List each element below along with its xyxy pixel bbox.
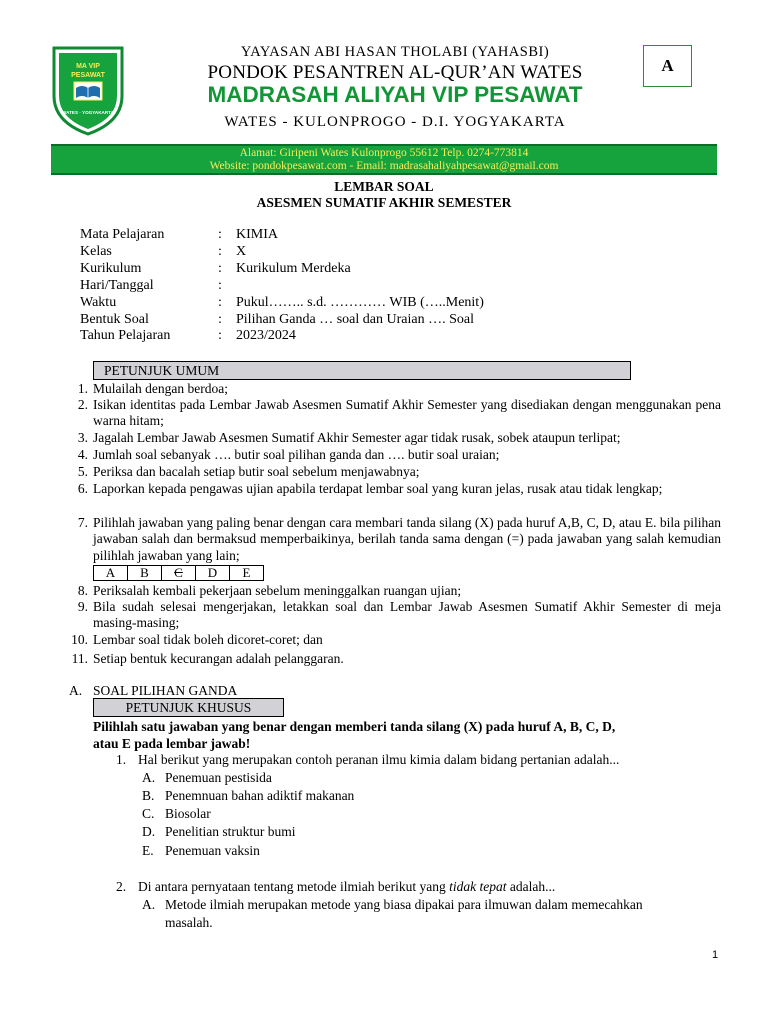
specific-instructions-heading: PETUNJUK KHUSUS [93, 698, 284, 717]
option-letter: D. [142, 824, 156, 839]
question-text-end: adalah... [506, 879, 556, 894]
identity-label: Hari/Tanggal [80, 278, 154, 293]
identity-colon: : [218, 295, 222, 310]
letterhead-pesantren: PONDOK PESANTREN AL-QUR’AN WATES [207, 62, 583, 83]
identity-label: Kurikulum [80, 261, 142, 276]
option-text: Penelitian struktur bumi [165, 824, 296, 839]
identity-value: 2023/2024 [236, 328, 296, 343]
identity-colon: : [218, 244, 222, 259]
list-item-number: 7. [77, 515, 88, 530]
identity-label: Tahun Pelajaran [80, 328, 171, 343]
list-item-text: Pilihlah jawaban yang paling benar dengan cara membari tanda silang (X) pada huruf A,B, C, D, atau E. bila pilihan jawaban salah dan bermaksud memperbaikinya, berilah tanda sama dengan (=) pada jawaban yang salah kemudian pilihlah jawaban yang lain; [93, 515, 721, 563]
question-text-start: Di antara pernyataan tentang metode ilmiah berikut yang [138, 879, 450, 894]
list-item-text: Jumlah soal sebanyak …. butir soal pilihan ganda dan …. butir soal uraian; [93, 447, 500, 462]
identity-value: Kurikulum Merdeka [236, 261, 351, 276]
list-item-text: Laporkan kepada pengawas ujian apabila terdapat lembar soal yang kuran jelas, rusak atau tidak lengkap; [93, 481, 663, 496]
list-item-number: 4. [77, 447, 88, 462]
identity-label: Waktu [80, 295, 117, 310]
answer-option [142, 824, 542, 840]
option-text-line1: Metode ilmiah merupakan metode yang biasa dipakai para ilmuwan dalam memecahkan [165, 897, 643, 912]
section-a-letter: A. [69, 683, 83, 698]
list-item-text: Periksa dan bacalah setiap butir soal sebelum menjawabnya; [93, 464, 420, 479]
general-instructions-heading: PETUNJUK UMUM [93, 361, 631, 380]
logo-bottom-text: WATES · YOGYAKARTA [62, 110, 114, 115]
question-text: Hal berikut yang merupakan contoh peranan ilmu kimia dalam bidang pertanian adalah... [138, 752, 620, 767]
address-bar [51, 144, 717, 175]
list-item-text: Mulailah dengan berdoa; [93, 381, 228, 396]
identity-value: X [236, 244, 247, 259]
logo-mid-text: PESAWAT [71, 72, 105, 79]
list-item-number: 8. [77, 583, 88, 598]
list-item-number: 5. [77, 464, 88, 479]
letterhead-foundation: YAYASAN ABI HASAN THOLABI (YAHASBI) [240, 44, 550, 60]
answer-option [142, 806, 542, 822]
example-choice-d: D [196, 566, 230, 581]
specific-instruction-line1: Pilihlah satu jawaban yang benar dengan memberi tanda silang (X) pada huruf A, B, C, D, [93, 719, 616, 734]
list-item-text: Bila sudah selesai mengerjakan, letakkan soal dan Lembar Jawab Asesmen Sumatif Akhir Semester di meja masing-masing; [93, 599, 721, 631]
example-choice-b: B [128, 566, 162, 581]
answer-option [142, 788, 542, 804]
option-text: Biosolar [165, 806, 211, 821]
option-letter: B. [142, 788, 155, 803]
identity-label: Mata Pelajaran [80, 227, 165, 242]
option-letter: E. [142, 843, 154, 858]
answer-example-table [93, 565, 264, 581]
option-text: Penemuan vaksin [165, 843, 260, 858]
option-letter: A. [142, 897, 156, 912]
letterhead-location: WATES - KULONPROGO - D.I. YOGYAKARTA [224, 114, 566, 130]
example-choice-e: E [230, 566, 264, 581]
example-choice-a: A [94, 566, 128, 581]
question-number: 1. [116, 752, 127, 767]
list-item-text: Setiap bentuk kecurangan adalah pelanggaran. [93, 651, 344, 666]
section-a-title: SOAL PILIHAN GANDA [93, 683, 238, 698]
list-item-text: Jagalah Lembar Jawab Asesmen Sumatif Akhir Semester agar tidak rusak, sobek ataupun terlipat; [93, 430, 621, 445]
list-item-number: 9. [77, 599, 88, 614]
identity-value: Pukul…….. s.d. ………… WIB (…..Menit) [236, 295, 484, 310]
contact-text: Website: pondokpesawat.com - Email: madrasahaliyahpesawat@gmail.com [209, 160, 559, 172]
document-subtitle: ASESMEN SUMATIF AKHIR SEMESTER [256, 195, 512, 210]
identity-value: Pilihan Ganda … soal dan Uraian …. Soal [236, 312, 474, 327]
exam-version-box: A [643, 45, 692, 87]
answer-option [142, 897, 722, 931]
identity-label: Kelas [80, 244, 112, 259]
identity-colon: : [218, 312, 222, 327]
identity-value: KIMIA [236, 227, 278, 242]
identity-colon: : [218, 278, 222, 293]
identity-colon: : [218, 261, 222, 276]
option-text: Penemuan pestisida [165, 770, 272, 785]
question-text [138, 879, 555, 895]
logo-top-text: MA VIP [76, 63, 100, 70]
identity-label: Bentuk Soal [80, 312, 149, 327]
document-title: LEMBAR SOAL [334, 179, 434, 194]
list-item-number: 3. [77, 430, 88, 445]
list-item-number: 1. [77, 381, 88, 396]
specific-instruction-line2: atau E pada lembar jawab! [93, 736, 251, 751]
list-item-number: 10. [71, 632, 88, 647]
identity-colon: : [218, 328, 222, 343]
list-item-number: 2. [77, 397, 88, 412]
question-text-emphasis: tidak tepat [449, 879, 507, 894]
page-number: 1 [712, 949, 719, 961]
example-choice-c-corrected: C [162, 566, 196, 581]
question-number: 2. [116, 879, 127, 894]
list-item-number: 11. [71, 651, 88, 666]
letterhead-school-name: MADRASAH ALIYAH VIP PESAWAT [207, 82, 583, 107]
list-item-number: 6. [77, 481, 88, 496]
option-letter: A. [142, 770, 156, 785]
address-text: Alamat: Giripeni Wates Kulonprogo 55612 Telp. 0274-773814 [239, 147, 529, 159]
answer-option [142, 843, 542, 859]
list-item-text: Isikan identitas pada Lembar Jawab Asesmen Sumatif Akhir Semester yang disediakan dengan menggunakan pena warna hitam; [93, 397, 721, 429]
school-logo [50, 44, 126, 136]
list-item-text: Lembar soal tidak boleh dicoret-coret; dan [93, 632, 323, 647]
list-item-text: Periksalah kembali pekerjaan sebelum meninggalkan ruangan ujian; [93, 583, 462, 598]
option-text-line2: masalah. [165, 915, 213, 930]
option-letter: C. [142, 806, 155, 821]
option-text: Penemnuan bahan adiktif makanan [165, 788, 355, 803]
identity-colon: : [218, 227, 222, 242]
answer-option [142, 770, 542, 786]
